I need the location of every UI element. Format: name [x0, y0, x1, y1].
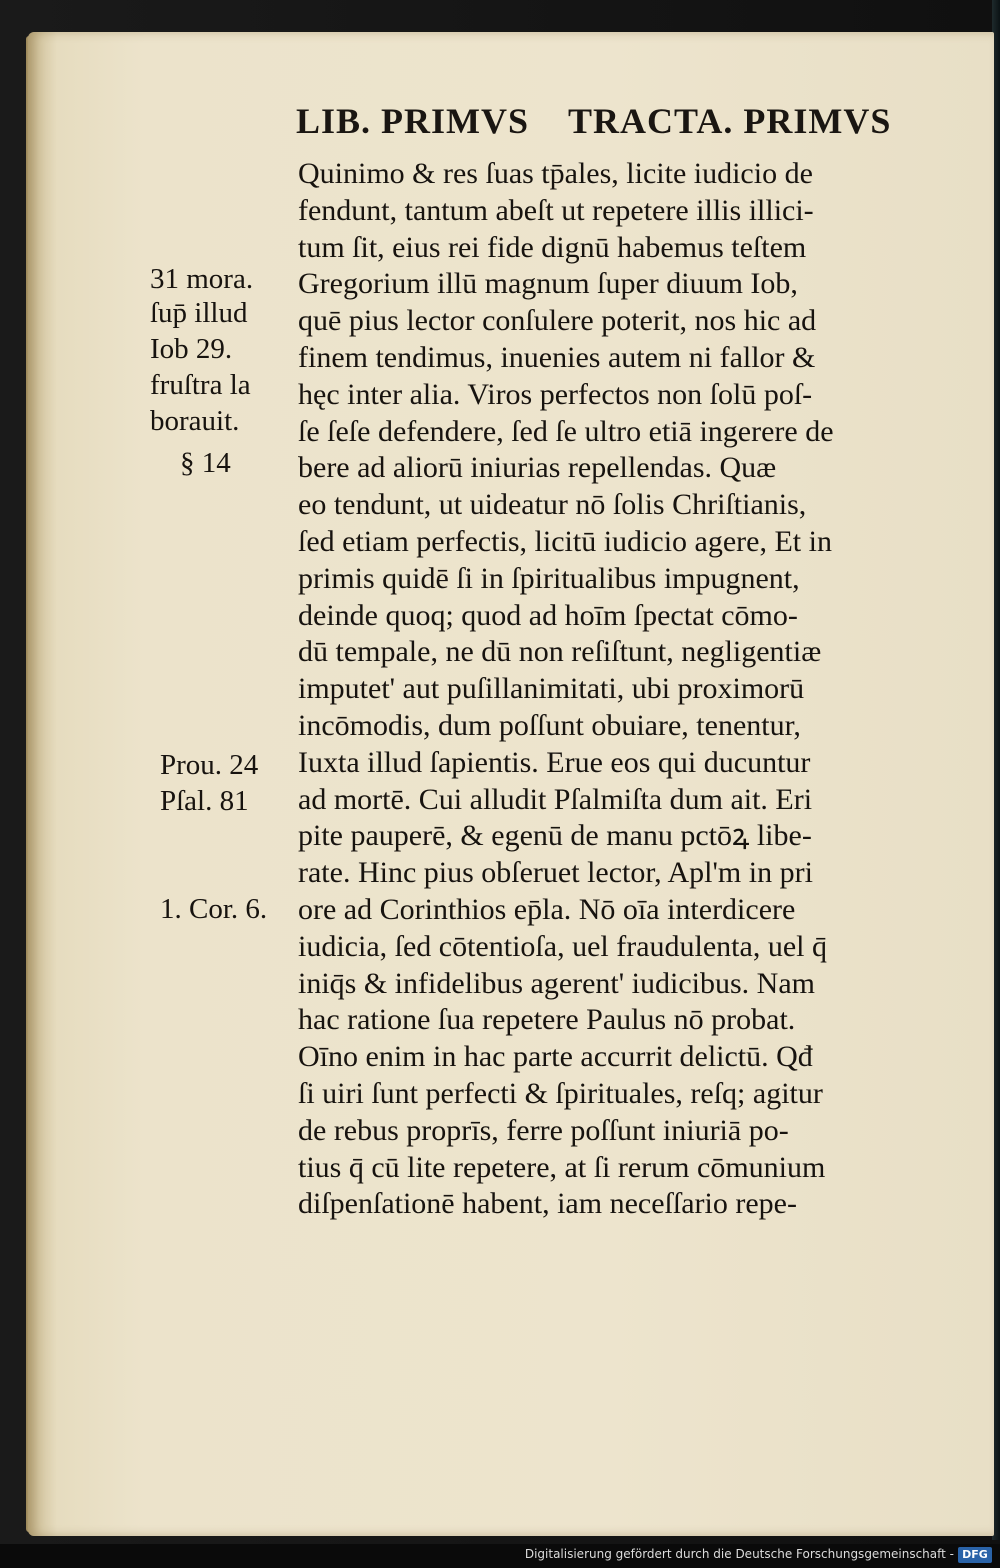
- text-line: de rebus proprīs, ferre poſſunt iniuriā po-: [298, 1113, 789, 1147]
- text-line: ſed etiam perfectis, licitū iudicio agere, Et in: [298, 524, 832, 558]
- text-line: ſe ſeſe defendere, ſed ſe ultro etiā ingerere de: [298, 414, 834, 448]
- marginal-note: ſup̄ illud: [150, 297, 248, 329]
- funding-credit: Digitalisierung gefördert durch die Deutsche Forschungsgemeinschaft -: [524, 1547, 954, 1561]
- text-line: Quinimo & res ſuas tp̄ales, licite iudicio de: [298, 157, 813, 190]
- marginal-note: 31 mora.: [150, 263, 254, 295]
- text-line: iudicia, ſed cōtentioſa, uel fraudulenta, uel q̄: [298, 929, 827, 963]
- text-line: fendunt, tantum abeſt ut repetere illis illici-: [298, 193, 814, 227]
- header-book-label: LIB. PRIMVS: [296, 101, 530, 141]
- text-line: ſi uiri ſunt perfecti & ſpirituales, reſq; agitur: [298, 1076, 823, 1110]
- marginal-note: § 14: [180, 447, 231, 479]
- marginal-note: Prou. 24: [160, 749, 259, 781]
- text-line: quē pius lector conſulere poterit, nos hic ad: [298, 304, 817, 338]
- text-line: deinde quoq; quod ad hoīm ſpectat cōmo-: [298, 598, 798, 632]
- text-line: iniq̄s & infidelibus agerent' iudicibus. Nam: [298, 966, 815, 1000]
- text-line: primis quidē ſi in ſpiritualibus impugnent,: [298, 561, 800, 595]
- text-line: tum ſit, eius rei fide dignū habemus teſtem: [298, 230, 807, 264]
- text-line: tius q̄ cū lite repetere, at ſi rerum cōmunium: [298, 1150, 826, 1184]
- marginal-note: Pſal. 81: [160, 785, 249, 817]
- marginal-note: Iob 29.: [150, 333, 233, 365]
- text-line: pite pauperē, & egenū de manu pctōꝝ libe-: [298, 819, 812, 853]
- marginal-note: borauit.: [150, 405, 240, 437]
- text-line: Gregorium illū magnum ſuper diuum Iob,: [298, 267, 798, 301]
- text-line: ad mortē. Cui alludit Pſalmiſta dum ait. Eri: [298, 782, 813, 816]
- text-line: hęc inter alia. Viros perfectos non ſolū poſ-: [298, 377, 813, 411]
- header-section-label: TRACTA. PRIMVS: [568, 101, 892, 141]
- text-line: diſpenſationē habent, iam neceſſario repe-: [298, 1187, 797, 1221]
- text-line: finem tendimus, inuenies autem ni fallor &: [298, 340, 816, 374]
- text-line: imputet' aut puſillanimitati, ubi proximorū: [298, 672, 805, 706]
- text-line: rate. Hinc pius obſeruet lector, Apl'm in pri: [298, 856, 813, 890]
- marginal-note: fruſtra la: [150, 369, 251, 401]
- text-line: ore ad Corinthios ep̄la. Nō oīa interdicere: [298, 892, 796, 926]
- text-line: incōmodis, dum poſſunt obuiare, tenentur,: [298, 708, 801, 742]
- marginal-note: 1. Cor. 6.: [160, 893, 268, 925]
- dfg-logo: DFG: [958, 1547, 992, 1563]
- text-line: eo tendunt, ut uideatur nō ſolis Chriſtianis,: [298, 488, 807, 522]
- text-line: Oīno enim in hac parte accurrit delictū. Qđ: [298, 1040, 813, 1074]
- text-line: Iuxta illud ſapientis. Erue eos qui ducuntur: [298, 745, 811, 779]
- text-line: hac ratione ſua repetere Paulus nō probat.: [298, 1003, 796, 1037]
- text-line: dū tempale, ne dū non reſiſtunt, negligentiæ: [298, 635, 822, 669]
- text-line: bere ad aliorū iniurias repellendas. Quæ: [298, 451, 777, 485]
- running-header: [296, 100, 916, 146]
- body-text-block: [298, 156, 920, 1223]
